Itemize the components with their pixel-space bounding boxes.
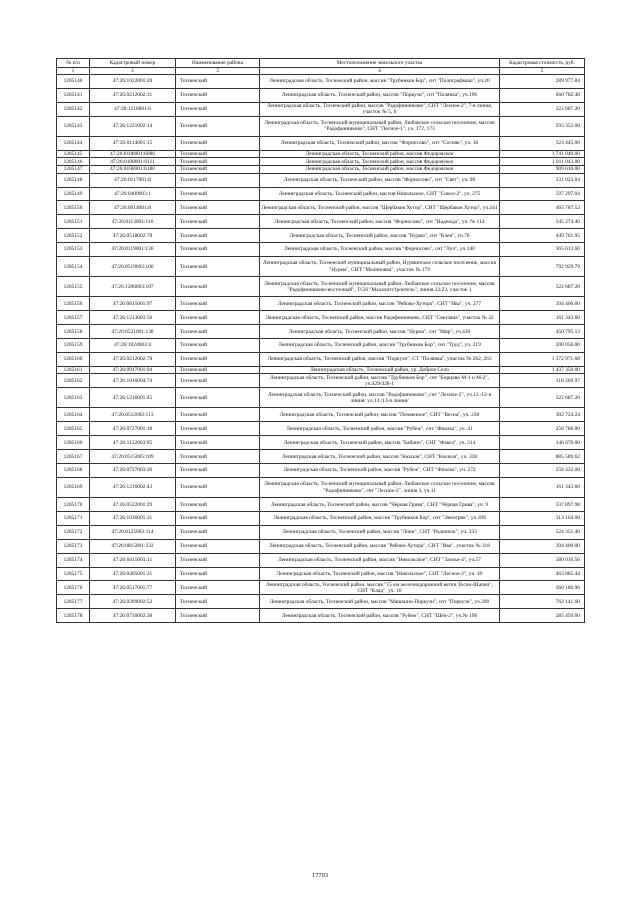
table-row — [57, 187, 585, 201]
column-number-row — [57, 68, 585, 75]
row-number: 1285174 — [57, 553, 90, 567]
cadastral-value: 449 761.95 — [500, 229, 585, 243]
district-name: Тосненский — [176, 595, 260, 609]
parcel-location: Ленинградская область, Тосненский район, массив "Трубников Бор", снт "Борцово М-1 и М-2", уч.429/428-1 — [260, 374, 500, 388]
row-number: 1285157 — [57, 311, 90, 325]
table-row — [57, 136, 585, 150]
table-row — [57, 311, 585, 325]
parcel-location: Ленинградская область, Тосненский район, массив "Форносово", снт "Надежда", уч. № 114 — [260, 215, 500, 229]
cadastral-number: 47:26:0521001:138 — [90, 325, 176, 339]
parcel-location: Ленинградская область, Тосненский район, массив "Почвенное", СНТ "Весна", уч. 238 — [260, 408, 500, 422]
district-name: Тосненский — [176, 477, 260, 497]
cadastral-value: 885 589.62 — [500, 450, 585, 464]
parcel-location: Ленинградская область, Тосненский район, массив Федоровское — [260, 166, 500, 174]
parcel-location: Ленинградская область, Тосненский район, массив "Рябово-Хутора", СНТ "Ива", участок № 318 — [260, 539, 500, 553]
row-number: 1285150 — [57, 201, 90, 215]
cadastral-value: 524 351.40 — [500, 525, 585, 539]
table-row — [57, 150, 585, 158]
cadastral-value: 1 372 971.68 — [500, 352, 585, 366]
cadastral-number: 47:26:0512002:113 — [90, 408, 176, 422]
table-row — [57, 388, 585, 408]
parcel-location: Ленинградская область, Тосненский район, массив "Машкино-Поркузи", снт "Поркузи", уч.390 — [260, 595, 500, 609]
table-row — [57, 553, 585, 567]
parcel-location: Ленинградская область, Тосненский район, массив "Бабино", СНТ "Факел", уч. 314 — [260, 436, 500, 450]
table-row — [57, 450, 585, 464]
cadastral-table — [56, 58, 585, 623]
parcel-location: Ленинградская область, Тосненский район, массив "Нурма", снт "Клен", уч.76 — [260, 229, 500, 243]
district-name: Тосненский — [176, 243, 260, 257]
cadastral-number: 47:26:0405001:21 — [90, 567, 176, 581]
district-name: Тосненский — [176, 464, 260, 478]
row-number: 1285178 — [57, 609, 90, 623]
row-number: 1285173 — [57, 539, 90, 553]
col-num: 5 — [500, 68, 585, 75]
cadastral-value: 660 782.40 — [500, 88, 585, 102]
district-name: Тосненский — [176, 150, 260, 158]
cadastral-number: 47:26:0409003:1 — [90, 187, 176, 201]
district-name: Тосненский — [176, 609, 260, 623]
district-name: Тосненский — [176, 525, 260, 539]
district-name: Тосненский — [176, 366, 260, 374]
table-row — [57, 102, 585, 116]
parcel-location: Ленинградская область, Тосненский район, массив Федоровское — [260, 150, 500, 158]
row-number: 1285148 — [57, 173, 90, 187]
table-row — [57, 512, 585, 526]
district-name: Тосненский — [176, 88, 260, 102]
row-number: 1285170 — [57, 498, 90, 512]
district-name: Тосненский — [176, 436, 260, 450]
district-name: Тосненский — [176, 374, 260, 388]
parcel-location: Ленинградская область, Тосненский муниципальный район, Любанское сельское поселение, массив "Радофинниково-восточный", ТСН "Малахитстроитель", линия 22/23, участок 1 — [260, 277, 500, 297]
cadastral-value: 380 016.56 — [500, 553, 585, 567]
parcel-location: Ленинградская область, Тосненский район, массив "15 км железнодорожной ветки Тосно-Шапки", СНТ "Клад", уч. 10 — [260, 581, 500, 595]
cadastral-number: 47:26:0515005:109 — [90, 450, 176, 464]
cadastral-number: 47:26:1122003:95 — [90, 436, 176, 450]
row-number: 1285155 — [57, 277, 90, 297]
row-number: 1285160 — [57, 352, 90, 366]
cadastral-value: 360 180.96 — [500, 581, 585, 595]
cadastral-number: 47:26:0212002:78 — [90, 352, 176, 366]
table-row — [57, 277, 585, 297]
row-number: 1285166 — [57, 436, 90, 450]
parcel-location: Ленинградская область, Тосненский район, массив "Радофинниково", снт "Лесное-2", уч.13 /12-я линия/ уч.13 /13-я линия/ — [260, 388, 500, 408]
table-row — [57, 352, 585, 366]
cadastral-number: 47:26:1022001:20 — [90, 75, 176, 89]
row-number: 1285144 — [57, 136, 90, 150]
parcel-location: Ленинградская область, Тосненский район, массив "Лоин", СНТ "Родничок", уч. 333 — [260, 525, 500, 539]
cadastral-number: 47:26:0518002:78 — [90, 229, 176, 243]
district-name: Тосненский — [176, 166, 260, 174]
cadastral-value: 1 437 350.00 — [500, 366, 585, 374]
cadastral-value: 337 897.98 — [500, 498, 585, 512]
cadastral-number: 47:26:0519002:100 — [90, 256, 176, 276]
row-number: 1285167 — [57, 450, 90, 464]
parcel-location: Ленинградская область, Тосненский район, массив "Трубников Бор", снт "Энеогрик", уч.189 — [260, 512, 500, 526]
row-number: 1285161 — [57, 366, 90, 374]
parcel-location: Ленинградская область, Тосненский район, массив "Никольское", СНТ "Лесное-2", уч. 49 — [260, 567, 500, 581]
cadastral-number: 47:26:1216001:6 — [90, 102, 176, 116]
header-location: Местоположение земельного участка — [260, 59, 500, 68]
row-number: 1285169 — [57, 477, 90, 497]
cadastral-value: 331 823.04 — [500, 173, 585, 187]
district-name: Тосненский — [176, 581, 260, 595]
district-name: Тосненский — [176, 339, 260, 353]
cadastral-number: 47:26:0209002:52 — [90, 595, 176, 609]
parcel-location: Ленинградская область, Тосненский район, массив "Рябово-Хутора", СНТ "Ива", уч. 277 — [260, 297, 500, 311]
row-number: 1285149 — [57, 187, 90, 201]
cadastral-number: 47:26:0815001:332 — [90, 539, 176, 553]
table-row — [57, 75, 585, 89]
row-number: 1285147 — [57, 166, 90, 174]
cadastral-value: 258 786.00 — [500, 422, 585, 436]
cadastral-value: 762 141.60 — [500, 595, 585, 609]
cadastral-value: 394 400.00 — [500, 297, 585, 311]
header-kad: Кадастровый номер — [90, 59, 176, 68]
district-name: Тосненский — [176, 215, 260, 229]
cadastral-value: 909 610.00 — [500, 166, 585, 174]
cadastral-number: 47:26:0108001:6180 — [90, 166, 176, 174]
district-name: Тосненский — [176, 75, 260, 89]
district-name: Тосненский — [176, 352, 260, 366]
district-name: Тосненский — [176, 158, 260, 166]
table-row — [57, 88, 585, 102]
table-row — [57, 116, 585, 136]
table-row — [57, 422, 585, 436]
table-row — [57, 525, 585, 539]
header-no: № п/п — [57, 59, 90, 68]
table-row — [57, 581, 585, 595]
row-number: 1285175 — [57, 567, 90, 581]
row-number: 1285145 — [57, 150, 90, 158]
table-row — [57, 297, 585, 311]
cadastral-value: 1 741 040.00 — [500, 150, 585, 158]
table-row — [57, 595, 585, 609]
district-name: Тосненский — [176, 311, 260, 325]
parcel-location: Ленинградская область, Тосненский район, ур. Доброе Село — [260, 366, 500, 374]
row-number: 1285172 — [57, 525, 90, 539]
col-num: 4 — [260, 68, 500, 75]
parcel-location: Ленинградская область, Тосненский район, массив "Поркузи", снт "Полянка", уч.196 — [260, 88, 500, 102]
cadastral-value: 322 687.20 — [500, 388, 585, 408]
cadastral-number: 47:26:0517001:77 — [90, 581, 176, 595]
table-row — [57, 173, 585, 187]
row-number: 1285143 — [57, 116, 90, 136]
table-row — [57, 158, 585, 166]
district-name: Тосненский — [176, 567, 260, 581]
col-num: 3 — [176, 68, 260, 75]
cadastral-value: 365 613.60 — [500, 243, 585, 257]
cadastral-value: 258 432.00 — [500, 464, 585, 478]
cadastral-value: 322 687.20 — [500, 277, 585, 297]
parcel-location: Ленинградская область, Тосненский район, массив "Рубеж", СНТ "Фиалка", уч. 272 — [260, 464, 500, 478]
table-row — [57, 243, 585, 257]
row-number: 1285140 — [57, 75, 90, 89]
cadastral-number: 47:26:1036001:31 — [90, 512, 176, 526]
row-number: 1285141 — [57, 88, 90, 102]
parcel-location: Ленинградская область, Тосненский район, массив "Трубников Бор", снт "Полиграфмаш", уч.20 — [260, 75, 500, 89]
parcel-location: Ленинградская область, Тосненский район, массив "Форносово", снт "Свет", уч. 90 — [260, 173, 500, 187]
parcel-location: Ленинградская область, Тосненский район, массив "Щербаков Хутор", СНТ "Щербаков Хутор", уч.241 — [260, 201, 500, 215]
table-row — [57, 567, 585, 581]
row-number: 1285146 — [57, 158, 90, 166]
page-number: 17703 — [311, 872, 329, 879]
parcel-location: Ленинградская область, Тосненский район, массив "Рубеж", СНТ "Шёп-2", уч.№ 190 — [260, 609, 500, 623]
cadastral-value: 450 795.13 — [500, 325, 585, 339]
table-row — [57, 477, 585, 497]
cadastral-number: 47:26:1206003:107 — [90, 277, 176, 297]
table-row — [57, 229, 585, 243]
parcel-location: Ленинградская область, Тосненский район, массив "Форносово", снт "Луч", уч.140 — [260, 243, 500, 257]
district-name: Тосненский — [176, 116, 260, 136]
district-name: Тосненский — [176, 187, 260, 201]
table-row — [57, 408, 585, 422]
cadastral-number: 47:26:0113001:116 — [90, 215, 176, 229]
cadastral-value: 322 687.20 — [500, 102, 585, 116]
cadastral-value: 1 011 043.00 — [500, 158, 585, 166]
cadastral-number: 47:26:1216002:43 — [90, 477, 176, 497]
col-num: 2 — [90, 68, 176, 75]
district-name: Тосненский — [176, 201, 260, 215]
row-number: 1285164 — [57, 408, 90, 422]
district-name: Тосненский — [176, 277, 260, 297]
row-number: 1285165 — [57, 422, 90, 436]
parcel-location: Ленинградская область, Тосненский район, массив "Рубеж", снт "Фиалка", уч. 41 — [260, 422, 500, 436]
table-row — [57, 374, 585, 388]
cadastral-number: 47:26:0125003:114 — [90, 525, 176, 539]
district-name: Тосненский — [176, 325, 260, 339]
cadastral-number: 47:26:0914001:8 — [90, 201, 176, 215]
district-name: Тосненский — [176, 553, 260, 567]
district-name: Тосненский — [176, 136, 260, 150]
row-number: 1285177 — [57, 595, 90, 609]
table-row — [57, 609, 585, 623]
cadastral-number: 47:26:1213003:50 — [90, 311, 176, 325]
table-row — [57, 464, 585, 478]
cadastral-number: 47:26:0917001:94 — [90, 366, 176, 374]
parcel-location: Ленинградская область, Тосненский район, массив "Чёрная Грива", СНТ "Чёрная Грива", уч. 9 — [260, 498, 500, 512]
district-name: Тосненский — [176, 297, 260, 311]
row-number: 1285152 — [57, 229, 90, 243]
cadastral-value: 465 787.52 — [500, 201, 585, 215]
table-row — [57, 256, 585, 276]
cadastral-value: 313 164.00 — [500, 512, 585, 526]
district-name: Тосненский — [176, 450, 260, 464]
cadastral-number: 47:26:0212002:31 — [90, 88, 176, 102]
parcel-location: Ленинградская область, Тосненский район, массив Радофинниково, СНТ "Светлана", участок № 32 — [260, 311, 500, 325]
table-row — [57, 215, 585, 229]
parcel-location: Ленинградская область, Тосненский район, массив "Кюльзя", СНТ "Кюльзя", уч. 338 — [260, 450, 500, 464]
cadastral-number: 47:26:1016004:74 — [90, 374, 176, 388]
row-number: 1285151 — [57, 215, 90, 229]
document-page — [56, 58, 584, 623]
cadastral-number: 47:26:0119001:136 — [90, 243, 176, 257]
parcel-location: Ленинградская область, Тосненский район, массив Никольское, СНТ "Сокол-2", уч. 275 — [260, 187, 500, 201]
cadastral-value: 208 056.00 — [500, 339, 585, 353]
row-number: 1285156 — [57, 297, 90, 311]
cadastral-number: 47:26:1024003:4 — [90, 339, 176, 353]
row-number: 1285158 — [57, 325, 90, 339]
parcel-location: Ленинградская область, Тосненский район, массив "Поркузи", СТ "Полянка", участок № 262, 263 — [260, 352, 500, 366]
cadastral-value: 323 445.00 — [500, 136, 585, 150]
parcel-location: Ленинградская область, Тосненский район, массив "Нурма", снт "Мир", уч.436 — [260, 325, 500, 339]
header-district: Наименование района — [176, 59, 260, 68]
cadastral-value: 161 343.60 — [500, 477, 585, 497]
table-row — [57, 325, 585, 339]
table-body — [57, 75, 585, 623]
table-row — [57, 539, 585, 553]
cadastral-value: 792 929.79 — [500, 256, 585, 276]
cadastral-value: 318 269.97 — [500, 374, 585, 388]
district-name: Тосненский — [176, 512, 260, 526]
district-name: Тосненский — [176, 422, 260, 436]
row-number: 1285171 — [57, 512, 90, 526]
cadastral-number: 47:26:0415001:11 — [90, 553, 176, 567]
cadastral-number: 47:26:0117001:8 — [90, 173, 176, 187]
parcel-location: Ленинградская область, Тосненский район, массив "Трубников Бор", снт "Труд", уч. 219 — [260, 339, 500, 353]
cadastral-value: 345 274.40 — [500, 215, 585, 229]
cadastral-value: 289 977.84 — [500, 75, 585, 89]
table-row — [57, 436, 585, 450]
table-row — [57, 166, 585, 174]
district-name: Тосненский — [176, 388, 260, 408]
cadastral-value: 161 343.60 — [500, 311, 585, 325]
district-name: Тосненский — [176, 408, 260, 422]
cadastral-number: 47:26:0522001:29 — [90, 498, 176, 512]
parcel-location: Ленинградская область, Тосненский район, массив "Никольское", СНТ "Заозье-4", уч.57 — [260, 553, 500, 567]
district-name: Тосненский — [176, 498, 260, 512]
row-number: 1285168 — [57, 464, 90, 478]
row-number: 1285142 — [57, 102, 90, 116]
district-name: Тосненский — [176, 539, 260, 553]
cadastral-number: 47:26:0815001:97 — [90, 297, 176, 311]
row-number: 1285154 — [57, 256, 90, 276]
parcel-location: Ленинградская область, Тосненский район, массив "Радофинниково", СНТ "Лесное-2", 7-я линия, участок № 5, 6 — [260, 102, 500, 116]
table-row — [57, 339, 585, 353]
parcel-location: Ленинградская область, Тосненский район, массив Федоровское — [260, 158, 500, 166]
cadastral-number: 47:26:0108001:6111 — [90, 158, 176, 166]
cadastral-number: 47:26:1221002:14 — [90, 116, 176, 136]
cadastral-number: 47:26:0727001:18 — [90, 422, 176, 436]
parcel-location: Ленинградская область, Тосненский муниципальный район, Любанское сельское поселение, массив "Радофинниково", СНТ "Лесное-1", уч. 172, 173 — [260, 116, 500, 136]
district-name: Тосненский — [176, 173, 260, 187]
district-name: Тосненский — [176, 256, 260, 276]
cadastral-value: 597 297.04 — [500, 187, 585, 201]
table-row — [57, 201, 585, 215]
cadastral-number: 47:26:0730002:38 — [90, 609, 176, 623]
cadastral-number: 47:26:0108001:6086 — [90, 150, 176, 158]
parcel-location: Ленинградская область, Тосненский муниципальный район, Любанское сельское поселение, массив "Радофинниково", снт "Лесное-2", линия 3, уч.11 — [260, 477, 500, 497]
table-row — [57, 498, 585, 512]
district-name: Тосненский — [176, 102, 260, 116]
cadastral-number: 47:26:0114001:15 — [90, 136, 176, 150]
cadastral-value: 394 400.00 — [500, 539, 585, 553]
parcel-location: Ленинградская область, Тосненский район, массив "Форносово", снт "Сосняк", уч. 18 — [260, 136, 500, 150]
table-header-row — [57, 59, 585, 68]
row-number: 1285176 — [57, 581, 90, 595]
col-num: 1 — [57, 68, 90, 75]
row-number: 1285162 — [57, 374, 90, 388]
district-name: Тосненский — [176, 229, 260, 243]
row-number: 1285159 — [57, 339, 90, 353]
table-row — [57, 366, 585, 374]
header-value: Кадастровая стоимость, руб. — [500, 59, 585, 68]
cadastral-value: 285 450.00 — [500, 609, 585, 623]
cadastral-number: 47:26:1216001:45 — [90, 388, 176, 408]
cadastral-value: 293 352.00 — [500, 116, 585, 136]
row-number: 1285153 — [57, 243, 90, 257]
cadastral-value: 463 885.44 — [500, 567, 585, 581]
row-number: 1285163 — [57, 388, 90, 408]
parcel-location: Ленинградская область, Тосненский муниципальный район, Нурминское сельское поселение, массив "Нурма", СНТ "Малиновка", участок № 179 — [260, 256, 500, 276]
cadastral-number: 47:26:0727003:26 — [90, 464, 176, 478]
cadastral-value: 146 676.00 — [500, 436, 585, 450]
cadastral-value: 302 724.24 — [500, 408, 585, 422]
